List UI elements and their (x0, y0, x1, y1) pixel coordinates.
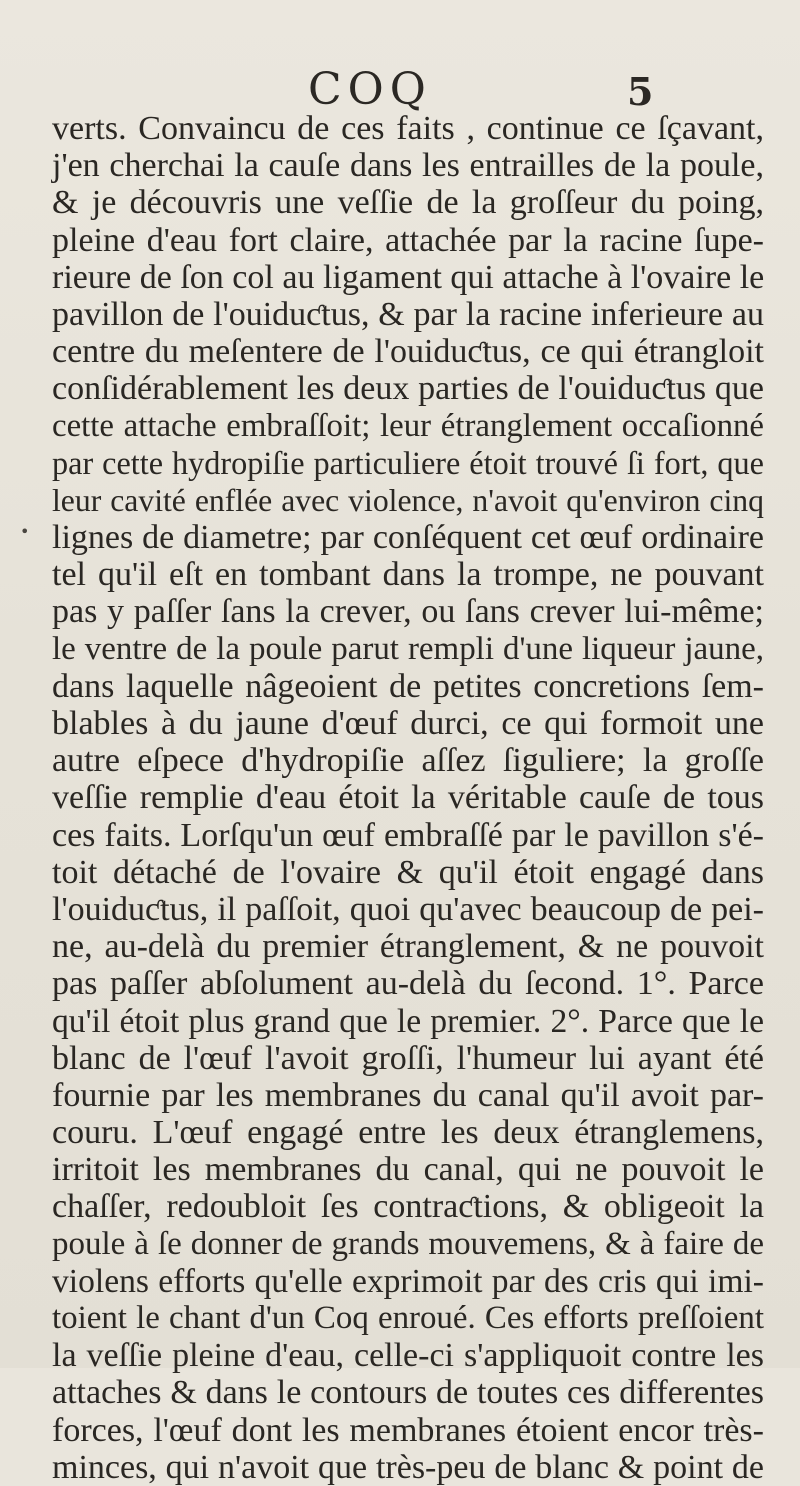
text-line: centre du meſentere de l'ouiduƈtus, ce qui étrangloit (52, 333, 764, 371)
text-line: lignes de diametre; par conſéquent cet œuf ordinaire (52, 519, 764, 557)
margin-mark: • (20, 522, 30, 541)
text-line: par cette hydropiſie particuliere étoit trouvé ſi fort, que (52, 444, 764, 481)
text-line: attaches & dans le contours de toutes ces differentes (52, 1374, 764, 1412)
text-line: conſidérablement les deux parties de l'ouiduƈtus que (52, 370, 764, 408)
text-line: le ventre de la poule parut rempli d'une liqueur jaune, (52, 630, 764, 667)
text-line: toit détaché de l'ovaire & qu'il étoit engagé dans (52, 853, 764, 891)
text-line: chaſſer, redoubloit ſes contraƈtions, & obligeoit la (52, 1188, 764, 1226)
text-line: autre eſpece d'hydropiſie aſſez ſiguliere; la groſſe (52, 742, 764, 780)
text-line: blables à du jaune d'œuf durci, ce qui formoit une (52, 705, 764, 742)
text-line: rieure de ſon col au ligament qui attache à l'ovaire le (52, 258, 765, 296)
text-line: blanc de l'œuf l'avoit groſſi, l'humeur lui ayant été (52, 1039, 764, 1077)
text-line: pleine d'eau fort claire, attachée par la racine ſupe- (52, 221, 764, 259)
text-line: veſſie remplie d'eau étoit la véritable cauſe de tous (52, 779, 764, 817)
text-line: poule à ſe donner de grands mouvemens, & à faire de (52, 1225, 764, 1262)
text-line: tel qu'il eſt en tombant dans la trompe, ne pouvant (52, 556, 764, 594)
text-line: la veſſie pleine d'eau, celle-ci s'appliquoit contre les (52, 1337, 764, 1375)
text-line: leur cavité enflée avec violence, n'avoit qu'environ cinq (52, 482, 764, 518)
text-line: pavillon de l'ouiduƈtus, & par la racine inferieure au (52, 295, 764, 333)
text-line: verts. Convaincu de ces faits , continue ce ſçavant, (52, 110, 764, 147)
running-head: COQ (308, 64, 432, 115)
text-line: forces, l'œuf dont les membranes étoient encor très- (52, 1411, 764, 1449)
text-line: minces, qui n'avoit que très-peu de blanc & point de (52, 1448, 764, 1486)
page-number: 5 (627, 69, 654, 114)
text-line: toient le chant d'un Coq enroué. Ces efforts preſſoient (52, 1300, 764, 1336)
text-line: violens efforts qu'elle exprimoit par des cris qui imi- (52, 1262, 764, 1300)
text-line: qu'il étoit plus grand que le premier. 2°. Parce que le (52, 1002, 764, 1040)
text-line: couru. L'œuf engagé entre les deux étranglemens, (52, 1114, 764, 1152)
text-line: ne, au-delà du premier étranglement, & ne pouvoit (52, 928, 764, 966)
text-line: l'ouiduƈtus, il paſſoit, quoi qu'avec beaucoup de pei- (52, 890, 764, 928)
text-line: pas y paſſer ſans la crever, ou ſans crever lui-même; (52, 593, 764, 631)
text-line: irritoit les membranes du canal, qui ne pouvoit le (52, 1151, 764, 1189)
text-line: dans laquelle nâgeoient de petites concretions ſem- (52, 667, 764, 705)
text-line: & je découvris une veſſie de la groſſeur du poing, (52, 184, 764, 222)
text-line: j'en cherchai la cauſe dans les entrailles de la poule, (52, 147, 764, 185)
body-text (52, 110, 764, 1486)
text-line: cette attache embraſſoit; leur étranglement occaſionné (52, 407, 764, 444)
text-line: fournie par les membranes du canal qu'il avoit par- (52, 1076, 764, 1114)
text-line: ces faits. Lorſqu'un œuf embraſſé par le pavillon s'é- (52, 816, 764, 854)
text-line: pas paſſer abſolument au-delà du ſecond. 1°. Parce (52, 965, 764, 1003)
